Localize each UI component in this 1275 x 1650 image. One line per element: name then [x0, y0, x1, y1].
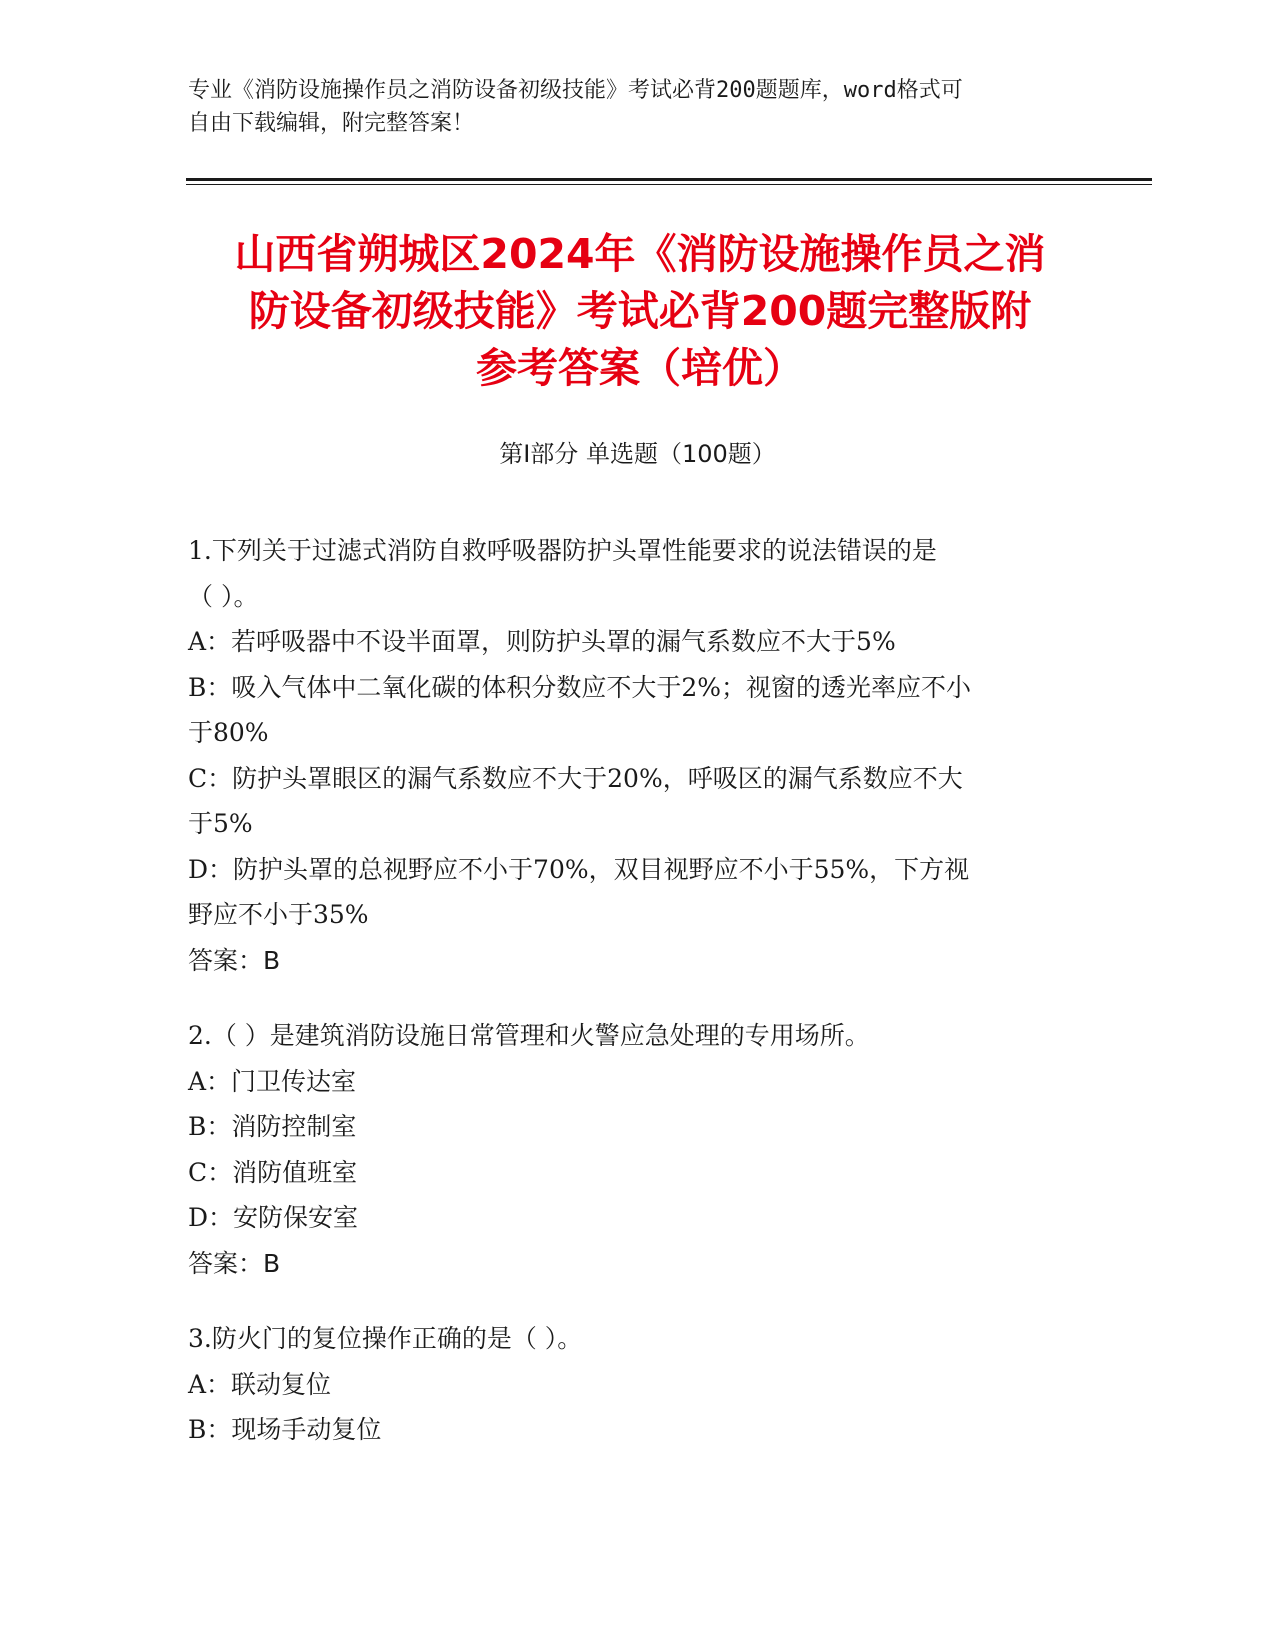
document-title-line: 防设备初级技能》考试必背200题完整版附: [248, 287, 1032, 335]
option-c: C：消防值班室: [188, 1157, 358, 1187]
header-note: [188, 74, 1068, 140]
option-c-continued: 于5%: [188, 809, 253, 838]
answer-line: 答案：B: [188, 1248, 281, 1278]
question-line: 2.（ ）是建筑消防设施日常管理和火警应急处理的专用场所。: [188, 1021, 870, 1050]
header-divider-thin: [186, 184, 1152, 185]
option-d-continued: 野应不小于35%: [188, 900, 369, 929]
question-line: （ ）。: [188, 581, 259, 611]
document-title-line: 参考答案（培优）: [476, 344, 804, 392]
option-a: A：门卫传达室: [188, 1066, 357, 1096]
question-item: [188, 528, 1088, 983]
option-a: A：联动复位: [188, 1369, 332, 1399]
option-b-continued: 于80%: [188, 718, 269, 747]
option-b: B：现场手动复位: [188, 1415, 382, 1444]
header-note-line: 专业《消防设施操作员之消防设备初级技能》考试必背200题题库，word格式可: [188, 78, 963, 103]
question-item: [188, 1316, 1088, 1453]
option-b: B：吸入气体中二氧化碳的体积分数应不大于2%；视窗的透光率应不小: [188, 672, 972, 702]
option-a: A：若呼吸器中不设半面罩，则防护头罩的漏气系数应不大于5%: [188, 627, 896, 656]
section-heading: 第Ⅰ部分 单选题（100题）: [499, 440, 776, 468]
question-line: 1.下列关于过滤式消防自救呼吸器防护头罩性能要求的说法错误的是: [188, 536, 937, 565]
question-item: [188, 1013, 1088, 1286]
document-title: [160, 226, 1120, 397]
option-c: C：防护头罩眼区的漏气系数应不大于20%，呼吸区的漏气系数应不大: [188, 763, 963, 793]
question-line: 3.防火门的复位操作正确的是（ ）。: [188, 1324, 583, 1353]
question-list: [188, 528, 1088, 1483]
header-note-line: 自由下载编辑，附完整答案！: [188, 111, 475, 136]
option-d: D：防护头罩的总视野应不小于70%，双目视野应不小于55%，下方视: [188, 854, 970, 884]
answer-line: 答案：B: [188, 945, 281, 975]
document-title-line: 山西省朔城区2024年《消防设施操作员之消: [234, 230, 1046, 278]
option-b: B：消防控制室: [188, 1112, 357, 1141]
header-divider: [186, 178, 1152, 181]
option-d: D：安防保安室: [188, 1203, 359, 1232]
